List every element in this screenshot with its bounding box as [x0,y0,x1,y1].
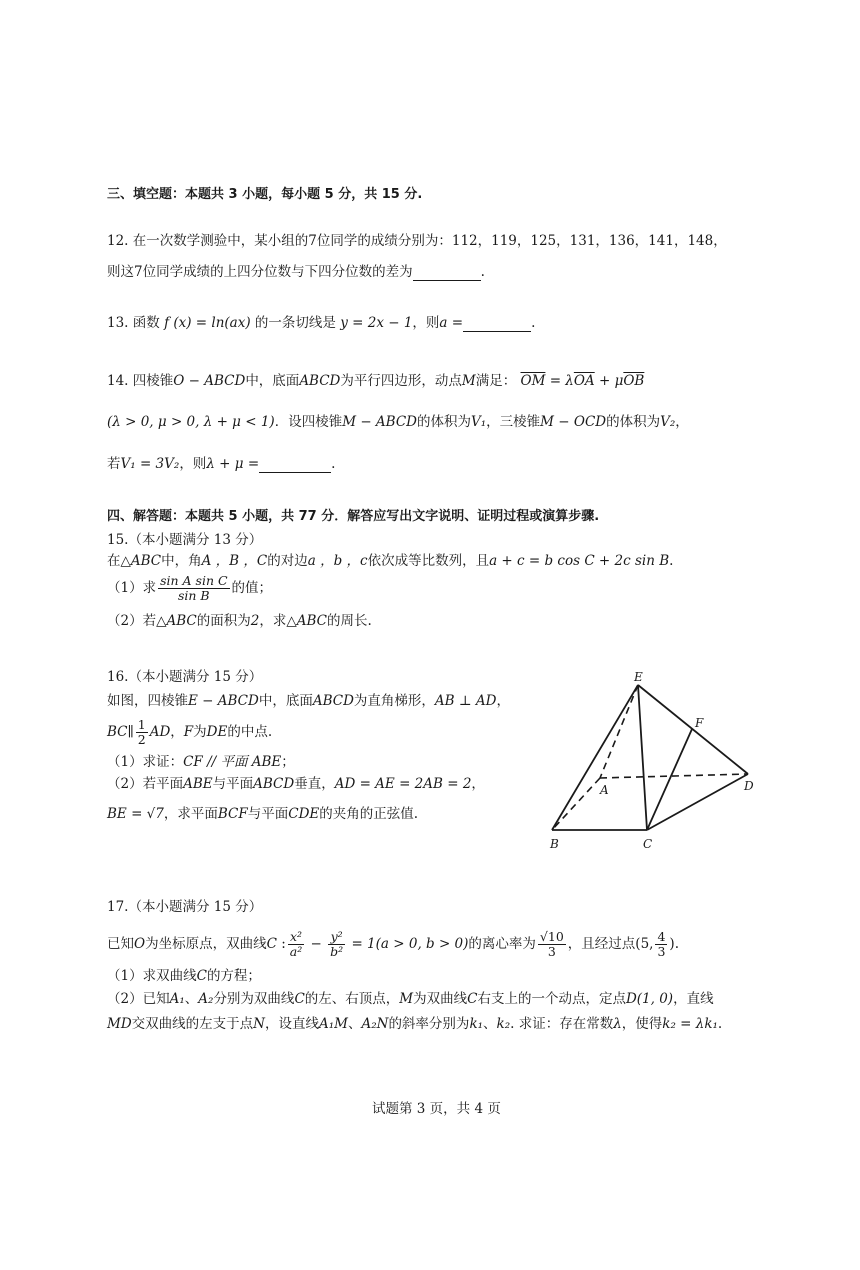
q14-line2 [107,413,689,431]
section-4-heading: 四、解答题：本题共 5 小题，共 77 分．解答应写出文字说明、证明过程或演算步骤. [107,509,600,524]
q15-p2-pre: （2）若△ [107,613,167,629]
q17-p2-C2: C [467,991,478,1007]
q16-part2 [107,775,485,793]
q15-end: . [669,553,674,569]
q16-p2-mid: 与平面 [212,776,254,792]
q17-p2-mid: 分别为双曲线 [213,991,295,1007]
fraction-numerator: 1 [137,717,146,732]
q15-tri2: ABC [166,613,197,629]
q13-pre: 13. 函数 [107,315,160,331]
q17-M: M [399,991,414,1007]
edge-EA-hidden [600,685,638,778]
fraction-numerator: √10 [539,929,564,944]
q13-mid: 的一条切线是 [254,315,336,331]
q17-lambda: λ [613,1016,622,1032]
q15-sides: a ，b ，c [307,553,368,569]
edge-ED [638,685,748,774]
q16-l5-mid: ，求平面 [163,806,218,822]
q16-par: ∥ [127,724,134,740]
q17-p2-mid2: 的左、右顶点， [304,991,400,1007]
q14-rhs2: + μ [594,373,624,389]
vector-OM: $\overline{OM}$ [520,373,546,389]
q17-pt-post: ) [669,936,675,952]
q16-part1 [107,753,295,771]
q17-l2-mid2: ，设直线 [264,1016,319,1032]
q13-tangent: y = 2x − 1 [340,315,413,331]
edge-CD [647,774,748,830]
q17-A2N: A₂N [361,1016,389,1032]
q17-end: . [674,936,679,952]
q15-part1 [107,574,272,603]
q13-eq: = [447,315,464,331]
q16-bcf: BCF [217,806,248,822]
fraction-denominator: b² [330,944,344,959]
q17-line4 [107,1015,722,1033]
fraction-denominator: 2 [137,732,146,747]
q14-pyramid: O − ABCD [173,373,246,389]
q16-l2-mid2: 为 [193,724,207,740]
q17-colon: : [276,936,286,952]
q16-p2-mid2: 垂直， [294,776,335,792]
section-3-heading: 三、填空题：本题共 3 小题，每小题 5 分，共 15 分. [107,187,423,202]
q12-end: . [480,264,485,280]
vector-OA: $\overline{OA}$ [573,373,595,389]
q14-mid: 中，底面 [245,373,300,389]
q16-mid2: 为直角梯形， [353,693,435,709]
q16-line5 [107,805,418,823]
q16-p2-abe: ABE [183,776,213,792]
q17-pre: 已知 [107,936,134,952]
q16-base: ABCD [312,693,354,709]
q15-p2-mid2: ，求△ [259,613,297,629]
q14-t4: 的体积为 [606,414,661,430]
q14-ask: λ + μ = [206,456,260,472]
q16-BE: BE = √7 [107,806,164,822]
q12-line1: 12. 在一次数学测验中，某小组的7位同学的成绩分别为：112，119，125，131，136，141，148， [107,233,727,249]
q14-t3: ，三棱锥 [486,414,541,430]
q12-line2 [107,263,485,281]
q14-condition: (λ > 0, μ > 0, λ + μ < 1) [107,414,275,430]
q17-k2: k₂ [496,1016,511,1032]
q17-sep: 、 [184,991,199,1007]
q17-l2-mid: 交双曲线的左支于点 [131,1016,254,1032]
q15-relation: a + c = b cos C + 2c sin B [489,553,670,569]
q16-line2 [107,718,272,747]
q15-line1 [107,552,673,570]
q15-p2-end: 的周长. [326,613,372,629]
q14-tri: M − OCD [540,414,607,430]
q17-part1 [107,967,261,985]
q16-l2-mid: ， [170,724,184,740]
q16-cde: CDE [288,806,320,822]
q16-mid: 中，底面 [258,693,313,709]
q13-line [107,314,535,332]
q16-p1-pre: （1）求证： [107,754,184,770]
q16-pyr: E − ABCD [188,693,259,709]
q17-p1-end: 的方程； [206,968,261,984]
q17-l2-end: . [717,1016,723,1032]
q15-fraction [158,574,229,603]
q12-text: 则这7位同学成绩的上四分位数与下四分位数的差为 [107,264,413,280]
q17-mid: 为坐标原点，双曲线 [145,936,267,952]
edge-AD-hidden [600,774,748,778]
q16-p2-pre: （2）若平面 [107,776,184,792]
q16-BC: BC [107,724,128,740]
q16-half [136,718,148,747]
q17-mid3: ，且经过点 [567,936,636,952]
q17-A1M: A₁M [318,1016,348,1032]
q14-end: ， [675,414,689,430]
q14-t1: ．设四棱锥 [274,414,343,430]
q17-p2-C: C [294,991,305,1007]
q14-l3-mid: ，则 [179,456,207,472]
fraction-denominator: a² [289,944,303,959]
label-D: D [744,779,754,793]
q17-sep3: 、 [483,1016,497,1032]
q16-end: ， [496,693,510,709]
q15-mid: 中，角 [161,553,202,569]
q17-part2 [107,990,714,1008]
fraction-numerator: x² [288,930,304,945]
q15-angles: A ，B ，C [201,553,268,569]
q16-DE: DE [206,724,228,740]
q15-p2-mid: 的面积为 [196,613,251,629]
q14-base: ABCD [299,373,341,389]
q15-pre: 在△ [107,553,131,569]
q17-p2-mid3: 为双曲线 [413,991,468,1007]
q17-O: O [134,936,146,952]
q16-p1-end: ； [281,754,295,770]
page-footer: 试题第 3 页，共 4 页 [372,1101,501,1117]
q15-mid2: 的对边 [267,553,308,569]
q15-part2 [107,612,372,630]
q17-frac-x [288,930,304,959]
q17-N: N [253,1016,265,1032]
fraction-numerator: 4 [657,929,666,944]
q13-post: ，则 [412,315,440,331]
q13-var: a [439,315,448,331]
fraction-denominator: 3 [657,944,666,959]
q17-p1-C: C [196,968,207,984]
pyramid-figure [540,670,770,855]
q17-k1: k₁ [469,1016,484,1032]
q16-p2-eq: AD = AE = 2AB = 2 [334,776,472,792]
q14-rhs1: = λ [545,373,574,389]
q14-V1: V₁ [471,414,487,430]
q16-l2-end: 的中点. [227,724,273,740]
q16-AD: AD [149,724,171,740]
label-A: A [600,783,609,797]
q14-l3-end: . [331,456,336,472]
fraction-denominator: 3 [547,944,556,959]
q17-line1 [107,926,679,962]
q17-eccentricity [538,930,566,959]
q17-eq1: = 1(a > 0, b > 0) [347,936,469,952]
label-F: F [695,716,704,730]
q14-mid3: 满足： [475,373,517,389]
q17-A1: A₁ [169,991,185,1007]
q14-pre: 14. 四棱锥 [107,373,174,389]
answer-blank [259,472,331,473]
q16-perp: AB ⊥ AD [434,693,497,709]
q13-function: f (x) = ln(ax) [164,315,251,331]
answer-blank [463,331,531,332]
q15-area: 2 [250,613,260,629]
q14-V2: V₂ [660,414,676,430]
q17-frac-y [328,930,345,959]
label-B: B [550,837,559,851]
label-E: E [634,670,643,684]
q14-cond: V₁ = 3V₂ [120,456,180,472]
q16-F: F [183,724,194,740]
q15-tri: ABC [130,553,162,569]
q17-l2-mid4: . 求证：存在常数 [510,1016,614,1032]
q17-title: 17.（本小题满分 15 分） [107,899,263,915]
q16-p2-abcd: ABCD [253,776,295,792]
q13-end: . [531,315,536,331]
q17-point-frac [655,930,667,959]
q14-mid2: 为平行四边形，动点 [340,373,462,389]
q17-mid2: 的离心率为 [468,936,536,952]
q17-l2-mid5: ，使得 [621,1016,663,1032]
edge-AB-hidden [552,778,600,830]
q15-tri3: ABC [296,613,327,629]
q17-A2: A₂ [198,991,214,1007]
q17-D: D(1, 0) [625,991,674,1007]
q15-p1-post: 的值； [231,580,273,596]
q14-t2: 的体积为 [417,414,471,430]
q17-p1: （1）求双曲线 [107,968,197,984]
q15-p1-pre: （1）求 [107,580,157,596]
fraction-numerator: sin A sin C [160,573,228,588]
q17-p2-end: ，直线 [673,991,714,1007]
fraction-numerator: y² [328,930,345,945]
q17-sep2: 、 [347,1016,362,1032]
q16-p2-end: ， [471,776,485,792]
q15-title: 15.（本小题满分 13 分） [107,532,263,548]
q17-MD: MD [107,1016,132,1032]
q16-line1 [107,692,510,710]
q16-pre: 如图，四棱锥 [107,693,188,709]
q14-l3-pre: 若 [107,456,121,472]
q17-minus: − [306,936,327,952]
q16-l5-mid2: 与平面 [247,806,289,822]
q14-line1 [107,372,644,390]
q14-point: M [461,373,476,389]
q17-p2-mid4: 右支上的一个动点，定点 [477,991,626,1007]
fraction-denominator: sin B [178,588,210,603]
q17-pt-pre: (5, [635,936,654,952]
edge-CF [647,729,692,830]
answer-blank [413,280,481,281]
q16-l5-end: 的夹角的正弦值. [319,806,419,822]
q17-eqk: k₂ = λk₁ [662,1016,718,1032]
vector-OB: $\overline{OB}$ [623,373,645,389]
label-C: C [643,837,653,851]
q15-mid3: 依次成等比数列，且 [367,553,490,569]
q16-title: 16.（本小题满分 15 分） [107,669,263,685]
edge-EB [552,685,638,830]
q14-line3 [107,455,335,473]
q17-C: C [266,936,277,952]
q17-l2-mid3: 的斜率分别为 [388,1016,470,1032]
q14-pyramid2: M − ABCD [342,414,417,430]
edge-EC [638,685,647,830]
q17-p2-pre: （2）已知 [107,991,170,1007]
q16-p1-stmt: CF // 平面 ABE [183,754,282,770]
